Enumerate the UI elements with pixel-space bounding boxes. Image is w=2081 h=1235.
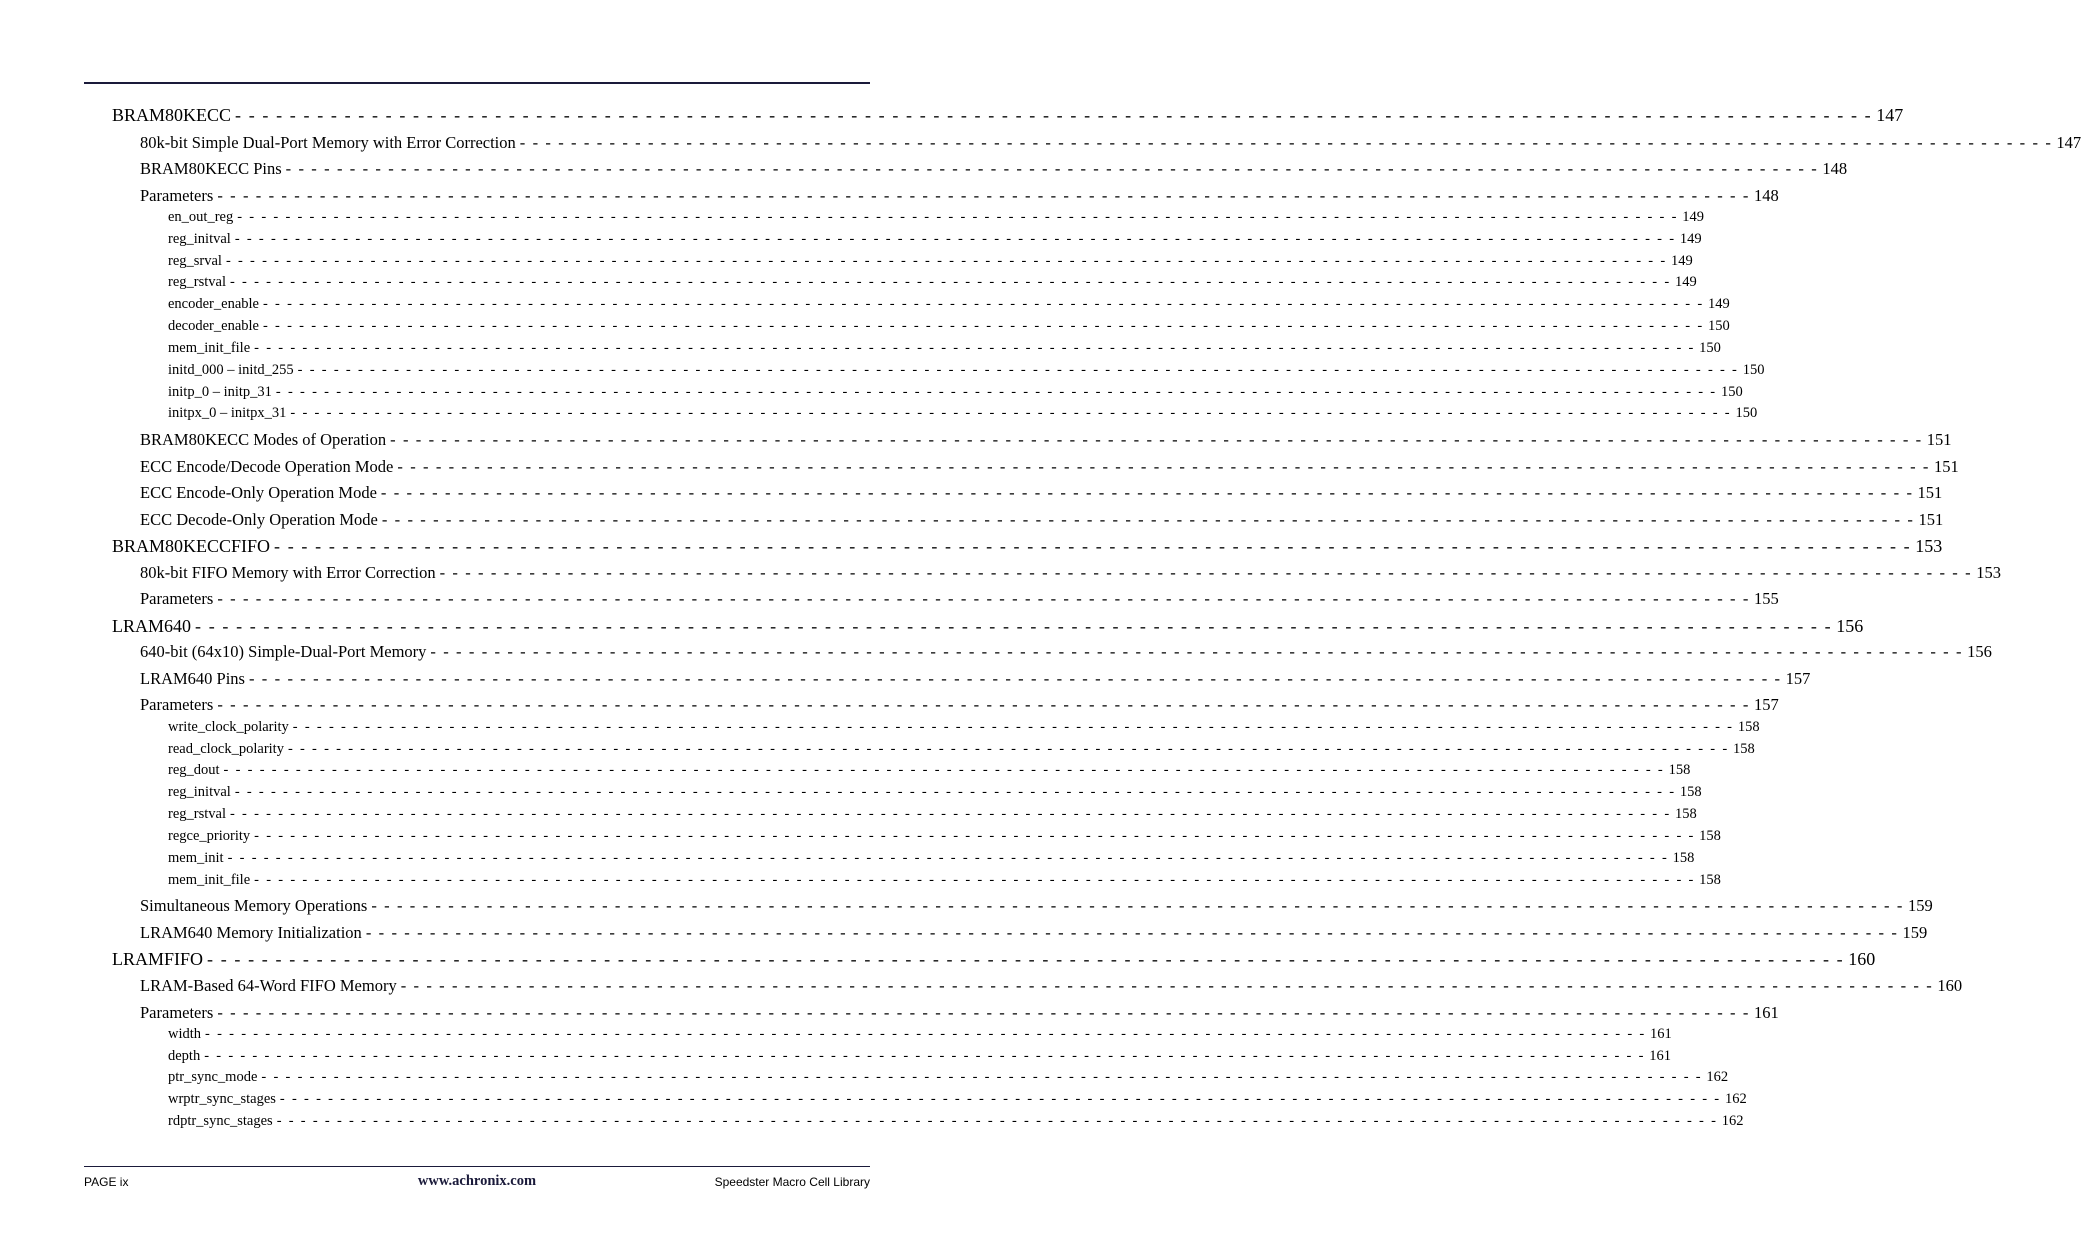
dot-leader: - - - - - - - - - - - - - - - - - - - - - - - - - - - - - - - - - - - - - - - - - - - - - - - - - - - - - - - - - - - - - - - - - - - - - - - - - - - - - - - - - - - - - - - - - - - - - - - - - - - - - - - - - - - - - - - - - - - - - - - - [248, 669, 1782, 688]
toc-entry-title: LRAM640 Pins [140, 669, 245, 688]
toc-entry-title: ptr_sync_mode [168, 1069, 258, 1085]
toc-entry-title: rdptr_sync_stages [168, 1113, 273, 1129]
toc-entry-title: encoder_enable [168, 296, 259, 312]
toc-entry[interactable] [140, 976, 1963, 998]
dot-leader: - - - - - - - - - - - - - - - - - - - - - - - - - - - - - - - - - - - - - - - - - - - - - - - - - - - - - - - - - - - - - - - - - - - - - - - - - - - - - - - - - - - - - - - - - - - - - - - - - - - - - - - - - - - - - - - - - - - - - - - - [262, 296, 1704, 312]
toc-entry[interactable] [168, 741, 1755, 761]
toc-entry-page: 149 [1675, 274, 1697, 290]
toc-entry[interactable] [140, 589, 1779, 611]
toc-entry-page: 158 [1672, 850, 1695, 866]
toc-entry[interactable] [168, 1048, 1671, 1068]
toc-entry[interactable] [140, 669, 1811, 691]
dot-leader: - - - - - - - - - - - - - - - - - - - - - - - - - - - - - - - - - - - - - - - - - - - - - - - - - - - - - - - - - - - - - - - - - - - - - - - - - - - - - - - - - - - - - - - - - - - - - - - - - - - - - - - - - - - - - - - - - - - - - - - - [519, 133, 2053, 152]
toc-entry-title: reg_srval [168, 253, 222, 269]
toc-entry-title: Parameters [140, 1003, 214, 1022]
toc-entry[interactable] [140, 695, 1779, 717]
toc-entry[interactable] [168, 209, 1704, 229]
toc-entry-page: 151 [1917, 483, 1943, 502]
toc-entry[interactable] [168, 806, 1697, 826]
toc-entry[interactable] [168, 1091, 1747, 1111]
footer-rule [84, 1166, 870, 1167]
toc-entry-title: BRAM80KECC Pins [140, 159, 282, 178]
toc-entry-page: 149 [1670, 253, 1693, 269]
toc-entry-page: 149 [1682, 209, 1704, 225]
toc-entry-page: 157 [1785, 669, 1811, 688]
toc-entry[interactable] [112, 949, 1876, 973]
dot-leader: - - - - - - - - - - - - - - - - - - - - - - - - - - - - - - - - - - - - - - - - - - - - - - - - - - - - - - - - - - - - - - - - - - - - - - - - - - - - - - - - - - - - - - - - - - - - - - - - - - - - - - - - - - - - - - - - - - - - - - - - [276, 1113, 1718, 1129]
toc-entry[interactable] [168, 872, 1721, 892]
toc-entry-page: 158 [1699, 872, 1721, 888]
toc-entry-title: 640-bit (64x10) Simple-Dual-Port Memory [140, 642, 427, 661]
dot-leader: - - - - - - - - - - - - - - - - - - - - - - - - - - - - - - - - - - - - - - - - - - - - - - - - - - - - - - - - - - - - - - - - - - - - - - - - - - - - - - - - - - - - - - - - - - - - - - - - - - - - - - - - - - - - - - - - - - - - - - - - [381, 510, 1915, 529]
toc-entry[interactable] [168, 784, 1702, 804]
toc-entry-title: write_clock_polarity [168, 719, 289, 735]
toc-entry-page: 161 [1650, 1026, 1672, 1042]
toc-entry-page: 162 [1724, 1091, 1747, 1107]
toc-entry[interactable] [140, 186, 1779, 208]
toc-entry[interactable] [112, 616, 1864, 640]
toc-entry-page: 158 [1737, 719, 1760, 735]
dot-leader: - - - - - - - - - - - - - - - - - - - - - - - - - - - - - - - - - - - - - - - - - - - - - - - - - - - - - - - - - - - - - - - - - - - - - - - - - - - - - - - - - - - - - - - - - - - - - - - - - - - - - - - - - - - - - - - - - - - - - - - - [204, 1048, 1646, 1064]
toc-entry-page: 149 [1708, 296, 1730, 312]
toc-entry-title: Parameters [140, 695, 214, 714]
toc-entry[interactable] [168, 384, 1743, 404]
toc-entry-title: reg_rstval [168, 274, 226, 290]
toc-entry-title: initd_000 – initd_255 [168, 362, 294, 378]
dot-leader: - - - - - - - - - - - - - - - - - - - - - - - - - - - - - - - - - - - - - - - - - - - - - - - - - - - - - - - - - - - - - - - - - - - - - - - - - - - - - - - - - - - - - - - - - - - - - - - - - - - - - - - - - - - - - - - - - - - - - - - - [365, 923, 1899, 942]
footer-website-link[interactable]: www.achronix.com [417, 1173, 537, 1189]
dot-leader: - - - - - - - - - - - - - - - - - - - - - - - - - - - - - - - - - - - - - - - - - - - - - - - - - - - - - - - - - - - - - - - - - - - - - - - - - - - - - - - - - - - - - - - - - - - - - - - - - - - - - - - - - - - - - - - - - - - - - - - - [285, 159, 1819, 178]
toc-entry-page: 161 [1649, 1048, 1671, 1064]
toc-entry-title: LRAM640 Memory Initialization [140, 923, 362, 942]
footer-page-number: PAGE ix [84, 1175, 129, 1189]
toc-entry-page: 160 [1937, 976, 1963, 995]
toc-entry-title: BRAM80KECC Modes of Operation [140, 430, 387, 449]
toc-entry-page: 150 [1708, 318, 1730, 334]
dot-leader: - - - - - - - - - - - - - - - - - - - - - - - - - - - - - - - - - - - - - - - - - - - - - - - - - - - - - - - - - - - - - - - - - - - - - - - - - - - - - - - - - - - - - - - - - - - - - - - - - - - - - - - - - - - - - - - - - - - - - - - - [287, 741, 1729, 757]
toc-entry-title: BRAM80KECCFIFO [112, 536, 271, 556]
toc-entry-title: mem_init [168, 850, 224, 866]
toc-entry-page: 153 [1976, 563, 2001, 582]
toc-entry-page: 158 [1699, 828, 1721, 844]
toc-entry[interactable] [168, 318, 1730, 338]
toc-entry-page: 148 [1753, 186, 1779, 205]
toc-entry[interactable] [168, 1113, 1744, 1133]
dot-leader: - - - - - - - - - - - - - - - - - - - - - - - - - - - - - - - - - - - - - - - - - - - - - - - - - - - - - - - - - - - - - - - - - - - - - - - - - - - - - - - - - - - - - - - - - - - - - - - - - - - - - - - - - - - - - - - - - - - - - - - - [439, 563, 1973, 582]
dot-leader: - - - - - - - - - - - - - - - - - - - - - - - - - - - - - - - - - - - - - - - - - - - - - - - - - - - - - - - - - - - - - - - - - - - - - - - - - - - - - - - - - - - - - - - - - - - - - - - - - - - - - - - - - - - - - - - - - - - - - - - - [225, 253, 1667, 269]
toc-entry-page: 153 [1915, 536, 1943, 556]
dot-leader: - - - - - - - - - - - - - - - - - - - - - - - - - - - - - - - - - - - - - - - - - - - - - - - - - - - - - - - - - - - - - - - - - - - - - - - - - - - - - - - - - - - - - - - - - - - - - - - - - - - - - - - - - - - - - - - - - - - - - - - - [275, 384, 1717, 400]
toc-entry[interactable] [168, 1069, 1729, 1089]
toc-entry-title: read_clock_polarity [168, 741, 284, 757]
toc-entry-page: 147 [2056, 133, 2081, 152]
header-rule [84, 82, 870, 84]
dot-leader: - - - - - - - - - - - - - - - - - - - - - - - - - - - - - - - - - - - - - - - - - - - - - - - - - - - - - - - - - - - - - - - - - - - - - - - - - - - - - - - - - - - - - - - - - - - - - - - - - - - - - - - - - - - - - - - - - - - - - - - - [229, 806, 1671, 822]
toc-entry[interactable] [140, 457, 1959, 479]
toc-entry[interactable] [168, 231, 1702, 251]
toc-entry[interactable] [168, 296, 1730, 316]
toc-entry-page: 161 [1753, 1003, 1779, 1022]
toc-entry-title: regce_priority [168, 828, 251, 844]
dot-leader: - - - - - - - - - - - - - - - - - - - - - - - - - - - - - - - - - - - - - - - - - - - - - - - - - - - - - - - - - - - - - - - - - - - - - - - - - - - - - - - - - - - - - - - - - - - - - - - - - - - - - - - - - - - - - - - - - - - - - - - - [223, 762, 1665, 778]
toc-entry[interactable] [168, 340, 1721, 360]
toc-entry[interactable] [168, 850, 1695, 870]
toc-entry[interactable] [168, 362, 1765, 382]
dot-leader: - - - - - - - - - - - - - - - - - - - - - - - - - - - - - - - - - - - - - - - - - - - - - - - - - - - - - - - - - - - - - - - - - - - - - - - - - - - - - - - - - - - - - - - - - - - - - - - - - - - - - - - - - - - - - - - - - - - - - - - - [380, 483, 1914, 502]
toc-entry-title: Parameters [140, 186, 214, 205]
toc-entry-title: reg_rstval [168, 806, 226, 822]
toc-entry[interactable] [140, 1003, 1779, 1025]
toc-entry[interactable] [168, 762, 1691, 782]
toc-entry-page: 150 [1742, 362, 1765, 378]
dot-leader: - - - - - - - - - - - - - - - - - - - - - - - - - - - - - - - - - - - - - - - - - - - - - - - - - - - - - - - - - - - - - - - - - - - - - - - - - - - - - - - - - - - - - - - - - - - - - - - - - - - - - - - - - - - - - - - - - - - - - - - - [254, 872, 1696, 888]
dot-leader: - - - - - - - - - - - - - - - - - - - - - - - - - - - - - - - - - - - - - - - - - - - - - - - - - - - - - - - - - - - - - - - - - - - - - - - - - - - - - - - - - - - - - - - - - - - - - - - - - - - - - - - - - - - - - - - - - - - - - - - - [234, 231, 1676, 247]
toc-entry-title: initpx_0 – initpx_31 [168, 405, 287, 421]
toc-entry-page: 150 [1735, 405, 1758, 421]
toc-entry-page: 155 [1753, 589, 1779, 608]
toc-entry-title: LRAM-Based 64-Word FIFO Memory [140, 976, 397, 995]
dot-leader: - - - - - - - - - - - - - - - - - - - - - - - - - - - - - - - - - - - - - - - - - - - - - - - - - - - - - - - - - - - - - - - - - - - - - - - - - - - - - - - - - - - - - - - - - - - - - - - - - - - - - - - - - - - - - - - - - - - - - - - - [229, 274, 1671, 290]
toc-entry-title: reg_initval [168, 231, 231, 247]
toc-entry-title: en_out_reg [168, 209, 234, 225]
dot-leader: - - - - - - - - - - - - - - - - - - - - - - - - - - - - - - - - - - - - - - - - - - - - - - - - - - - - - - - - - - - - - - - - - - - - - - - - - - - - - - - - - - - - - - - - - - - - - - - - - - - - - - - - - - - - - - - - - - - - - - - - [292, 719, 1734, 735]
dot-leader: - - - - - - - - - - - - - - - - - - - - - - - - - - - - - - - - - - - - - - - - - - - - - - - - - - - - - - - - - - - - - - - - - - - - - - - - - - - - - - - - - - - - - - - - - - - - - - - - - - - - - - - - - - - - - - - - - - - - - - - - [234, 784, 1676, 800]
dot-leader: - - - - - - - - - - - - - - - - - - - - - - - - - - - - - - - - - - - - - - - - - - - - - - - - - - - - - - - - - - - - - - - - - - - - - - - - - - - - - - - - - - - - - - - - - - - - - - - - - - - - - - - - - - - - - - - - - - - - - - - - [430, 642, 1964, 661]
toc-entry-title: reg_dout [168, 762, 220, 778]
dot-leader: - - - - - - - - - - - - - - - - - - - - - - - - - - - - - - - - - - - - - - - - - - - - - - - - - - - - - - - - - - - - - - - - - - - - - - - - - - - - - - - - - - - - - - - - - - - - - - - - - - - - - - - - - - - - - - - - - - - - - - - - [217, 186, 1750, 205]
toc-entry-title: mem_init_file [168, 340, 251, 356]
toc-entry[interactable] [168, 274, 1697, 294]
toc-entry[interactable] [140, 896, 1933, 918]
dot-leader: - - - - - - - - - - - - - - - - - - - - - - - - - - - - - - - - - - - - - - - - - - - - - - - - - - - - - - - - - - - - - - - - - - - - - - - - - - - - - - - - - - - - - - - - - - - - - - - - - - - - - - - - - - - - - - - - - - - - - - - - [279, 1091, 1721, 1107]
toc-entry-page: 151 [1926, 430, 1952, 449]
toc-entry-page: 147 [1876, 105, 1904, 125]
toc-entry-title: 80k-bit Simple Dual-Port Memory with Error Correction [140, 133, 516, 152]
toc-entry-title: initp_0 – initp_31 [168, 384, 272, 400]
toc-entry-title: ECC Encode-Only Operation Mode [140, 483, 377, 502]
dot-leader: - - - - - - - - - - - - - - - - - - - - - - - - - - - - - - - - - - - - - - - - - - - - - - - - - - - - - - - - - - - - - - - - - - - - - - - - - - - - - - - - - - - - - - - - - - - - - - - - - - - - - - - - - - - - - - - - - - - - - - - - [207, 949, 1845, 969]
toc-entry-page: 158 [1668, 762, 1691, 778]
toc-entry-page: 150 [1720, 384, 1743, 400]
dot-leader: - - - - - - - - - - - - - - - - - - - - - - - - - - - - - - - - - - - - - - - - - - - - - - - - - - - - - - - - - - - - - - - - - - - - - - - - - - - - - - - - - - - - - - - - - - - - - - - - - - - - - - - - - - - - - - - - - - - - - - - - [227, 850, 1669, 866]
toc-entry-title: mem_init_file [168, 872, 251, 888]
dot-leader: - - - - - - - - - - - - - - - - - - - - - - - - - - - - - - - - - - - - - - - - - - - - - - - - - - - - - - - - - - - - - - - - - - - - - - - - - - - - - - - - - - - - - - - - - - - - - - - - - - - - - - - - - - - - - - - - - - - - - - - - [254, 828, 1696, 844]
toc-entry-title: wrptr_sync_stages [168, 1091, 276, 1107]
dot-leader: - - - - - - - - - - - - - - - - - - - - - - - - - - - - - - - - - - - - - - - - - - - - - - - - - - - - - - - - - - - - - - - - - - - - - - - - - - - - - - - - - - - - - - - - - - - - - - - - - - - - - - - - - - - - - - - - - - - - - - - - [205, 1026, 1647, 1042]
dot-leader: - - - - - - - - - - - - - - - - - - - - - - - - - - - - - - - - - - - - - - - - - - - - - - - - - - - - - - - - - - - - - - - - - - - - - - - - - - - - - - - - - - - - - - - - - - - - - - - - - - - - - - - - - - - - - - - - - - - - - - - - [397, 457, 1931, 476]
toc-entry-page: 160 [1848, 949, 1876, 969]
dot-leader: - - - - - - - - - - - - - - - - - - - - - - - - - - - - - - - - - - - - - - - - - - - - - - - - - - - - - - - - - - - - - - - - - - - - - - - - - - - - - - - - - - - - - - - - - - - - - - - - - - - - - - - - - - - - - - - - - - - - - - - - [262, 318, 1704, 334]
dot-leader: - - - - - - - - - - - - - - - - - - - - - - - - - - - - - - - - - - - - - - - - - - - - - - - - - - - - - - - - - - - - - - - - - - - - - - - - - - - - - - - - - - - - - - - - - - - - - - - - - - - - - - - - - - - - - - - - - - - - - - - - [390, 430, 1923, 449]
dot-leader: - - - - - - - - - - - - - - - - - - - - - - - - - - - - - - - - - - - - - - - - - - - - - - - - - - - - - - - - - - - - - - - - - - - - - - - - - - - - - - - - - - - - - - - - - - - - - - - - - - - - - - - - - - - - - - - - - - - - - - - - [371, 896, 1904, 915]
footer-doc-title: Speedster Macro Cell Library [714, 1175, 870, 1189]
dot-leader: - - - - - - - - - - - - - - - - - - - - - - - - - - - - - - - - - - - - - - - - - - - - - - - - - - - - - - - - - - - - - - - - - - - - - - - - - - - - - - - - - - - - - - - - - - - - - - - - - - - - - - - - - - - - - - - - - - - - - - - - [400, 976, 1934, 995]
dot-leader: - - - - - - - - - - - - - - - - - - - - - - - - - - - - - - - - - - - - - - - - - - - - - - - - - - - - - - - - - - - - - - - - - - - - - - - - - - - - - - - - - - - - - - - - - - - - - - - - - - - - - - - - - - - - - - - - - - - - - - - - [217, 1003, 1750, 1022]
toc-entry-page: 158 [1732, 741, 1755, 757]
toc-entry[interactable] [140, 923, 1928, 945]
dot-leader: - - - - - - - - - - - - - - - - - - - - - - - - - - - - - - - - - - - - - - - - - - - - - - - - - - - - - - - - - - - - - - - - - - - - - - - - - - - - - - - - - - - - - - - - - - - - - - - - - - - - - - - - - - - - - - - - - - - - - - - - [274, 536, 1912, 556]
toc-entry-title: LRAM640 [112, 616, 192, 636]
toc-entry[interactable] [140, 159, 1848, 181]
toc-entry-page: 162 [1706, 1069, 1729, 1085]
toc-entry[interactable] [140, 563, 2001, 585]
toc-entry-title: Parameters [140, 589, 214, 608]
toc-entry[interactable] [112, 536, 1943, 560]
toc-entry-title: LRAMFIFO [112, 949, 204, 969]
toc-entry[interactable] [168, 828, 1721, 848]
toc-entry-page: 148 [1822, 159, 1848, 178]
toc-entry[interactable] [168, 1026, 1672, 1046]
toc-entry-title: Simultaneous Memory Operations [140, 896, 368, 915]
toc-entry-title: decoder_enable [168, 318, 259, 334]
toc-entry-page: 157 [1753, 695, 1779, 714]
toc-entry-page: 156 [1967, 642, 1992, 661]
toc-entry-page: 150 [1699, 340, 1721, 356]
dot-leader: - - - - - - - - - - - - - - - - - - - - - - - - - - - - - - - - - - - - - - - - - - - - - - - - - - - - - - - - - - - - - - - - - - - - - - - - - - - - - - - - - - - - - - - - - - - - - - - - - - - - - - - - - - - - - - - - - - - - - - - - [297, 362, 1739, 378]
toc-entry[interactable] [140, 642, 1992, 664]
dot-leader: - - - - - - - - - - - - - - - - - - - - - - - - - - - - - - - - - - - - - - - - - - - - - - - - - - - - - - - - - - - - - - - - - - - - - - - - - - - - - - - - - - - - - - - - - - - - - - - - - - - - - - - - - - - - - - - - - - - - - - - - [261, 1069, 1703, 1085]
toc-entry-title: BRAM80KECC [112, 105, 232, 125]
toc-entry[interactable] [112, 105, 1904, 129]
dot-leader: - - - - - - - - - - - - - - - - - - - - - - - - - - - - - - - - - - - - - - - - - - - - - - - - - - - - - - - - - - - - - - - - - - - - - - - - - - - - - - - - - - - - - - - - - - - - - - - - - - - - - - - - - - - - - - - - - - - - - - - - [195, 616, 1833, 636]
toc-entry-page: 149 [1679, 231, 1702, 247]
toc-entry-page: 151 [1934, 457, 1959, 476]
toc-entry-title: reg_initval [168, 784, 231, 800]
toc-entry-title: ECC Encode/Decode Operation Mode [140, 457, 394, 476]
toc-entry-page: 156 [1836, 616, 1864, 636]
toc-entry-title: 80k-bit FIFO Memory with Error Correction [140, 563, 436, 582]
toc-entry-title: width [168, 1026, 202, 1042]
dot-leader: - - - - - - - - - - - - - - - - - - - - - - - - - - - - - - - - - - - - - - - - - - - - - - - - - - - - - - - - - - - - - - - - - - - - - - - - - - - - - - - - - - - - - - - - - - - - - - - - - - - - - - - - - - - - - - - - - - - - - - - - [217, 695, 1750, 714]
toc-entry[interactable] [168, 719, 1760, 739]
toc-entry[interactable] [140, 483, 1943, 505]
dot-leader: - - - - - - - - - - - - - - - - - - - - - - - - - - - - - - - - - - - - - - - - - - - - - - - - - - - - - - - - - - - - - - - - - - - - - - - - - - - - - - - - - - - - - - - - - - - - - - - - - - - - - - - - - - - - - - - - - - - - - - - - [290, 405, 1732, 421]
dot-leader: - - - - - - - - - - - - - - - - - - - - - - - - - - - - - - - - - - - - - - - - - - - - - - - - - - - - - - - - - - - - - - - - - - - - - - - - - - - - - - - - - - - - - - - - - - - - - - - - - - - - - - - - - - - - - - - - - - - - - - - - [235, 105, 1873, 125]
toc-entry-page: 159 [1907, 896, 1933, 915]
toc-entry[interactable] [140, 510, 1944, 532]
toc-entry[interactable] [168, 405, 1758, 425]
dot-leader: - - - - - - - - - - - - - - - - - - - - - - - - - - - - - - - - - - - - - - - - - - - - - - - - - - - - - - - - - - - - - - - - - - - - - - - - - - - - - - - - - - - - - - - - - - - - - - - - - - - - - - - - - - - - - - - - - - - - - - - - [254, 340, 1696, 356]
dot-leader: - - - - - - - - - - - - - - - - - - - - - - - - - - - - - - - - - - - - - - - - - - - - - - - - - - - - - - - - - - - - - - - - - - - - - - - - - - - - - - - - - - - - - - - - - - - - - - - - - - - - - - - - - - - - - - - - - - - - - - - - [217, 589, 1750, 608]
toc-entry[interactable] [140, 133, 2081, 155]
toc-entry-title: depth [168, 1048, 201, 1064]
toc-entry-page: 162 [1721, 1113, 1744, 1129]
toc-entry-page: 159 [1902, 923, 1928, 942]
toc-entry-title: ECC Decode-Only Operation Mode [140, 510, 378, 529]
dot-leader: - - - - - - - - - - - - - - - - - - - - - - - - - - - - - - - - - - - - - - - - - - - - - - - - - - - - - - - - - - - - - - - - - - - - - - - - - - - - - - - - - - - - - - - - - - - - - - - - - - - - - - - - - - - - - - - - - - - - - - - - [237, 209, 1679, 225]
toc-entry[interactable] [140, 430, 1952, 452]
toc-entry[interactable] [168, 253, 1693, 273]
toc-entry-page: 158 [1675, 806, 1697, 822]
toc-entry-page: 151 [1918, 510, 1944, 529]
toc-entry-page: 158 [1679, 784, 1702, 800]
